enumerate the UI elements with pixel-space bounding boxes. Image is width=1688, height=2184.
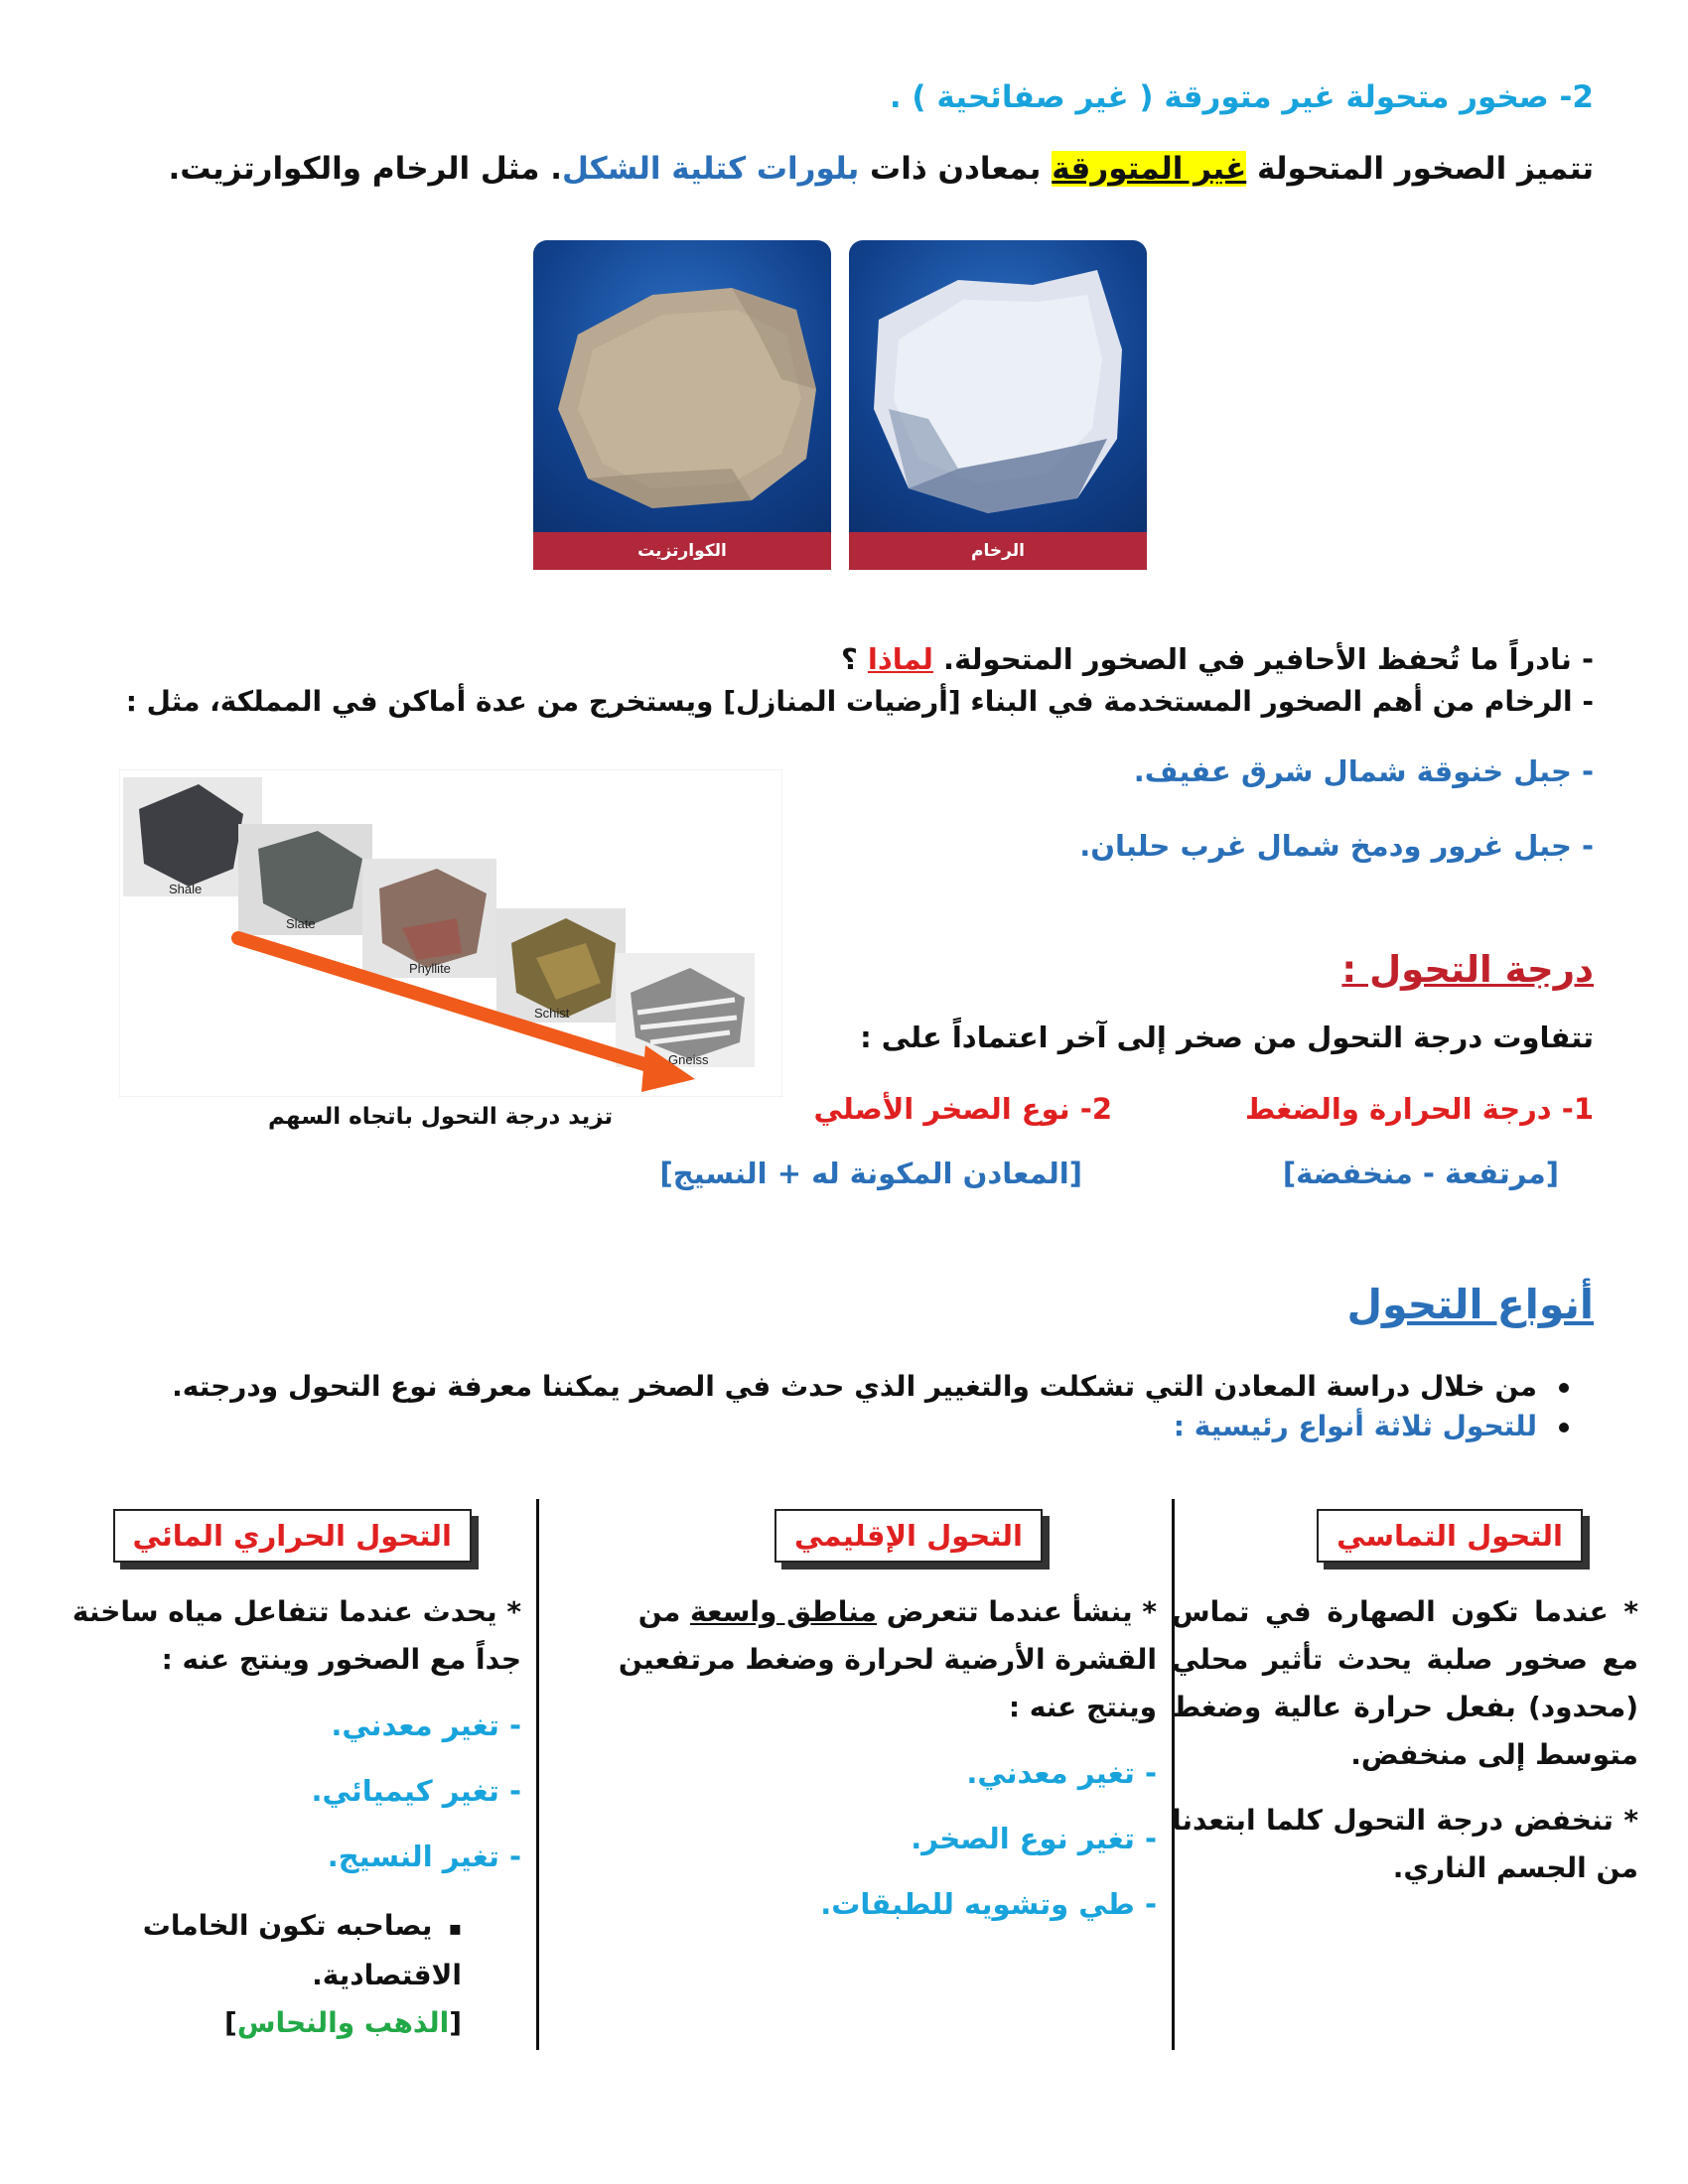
marble-caption: الرخام — [849, 532, 1147, 570]
strip-label-phyllite: Phyllite — [409, 961, 451, 976]
fossils-question — [841, 642, 1594, 676]
bullet-item — [172, 1370, 1569, 1403]
schist-sample — [496, 908, 626, 1023]
bullet-dot-icon — [1559, 1423, 1569, 1433]
regional-title-box: التحول الإقليمي — [774, 1509, 1043, 1563]
contact-column — [1172, 1588, 1638, 1892]
intro-paragraph — [168, 151, 1594, 187]
bullet-item — [1174, 1410, 1569, 1442]
types-title: أنواع التحول — [1346, 1281, 1594, 1328]
marble-rock-image — [849, 240, 1147, 532]
quartzite-caption: الكوارتزيت — [533, 532, 831, 570]
phyllite-sample — [362, 859, 496, 978]
strip-label-gneiss: Gneiss — [668, 1052, 709, 1067]
bullet-dot-icon — [1559, 1383, 1569, 1393]
location-item: - جبل خنوقة شمال شرق عفيف. — [1133, 754, 1594, 788]
hydro-effect: - تغير النسيج. — [327, 1840, 521, 1873]
bracket-open: [ — [449, 2006, 462, 2039]
factor2-detail: [المعادن المكونة له + النسيج] — [659, 1157, 1082, 1190]
hydro-example-text: الذهب والنحاس — [236, 2006, 450, 2039]
regional-effect: - طي وتشويه للطبقات. — [820, 1887, 1157, 1921]
degree-title: درجة التحول : — [1341, 948, 1594, 991]
contact-paragraph: * تنخفض درجة التحول كلما ابتعدنا من الجسم الناري. — [1172, 1804, 1638, 1884]
fossils-text: - نادراً ما تُحفظ الأحافير في الصخور المتحولة. — [932, 642, 1594, 676]
square-bullet-icon: ▪ — [448, 1916, 462, 1940]
hydro-note-text: يصاحبه تكون الخامات الاقتصادية. — [142, 1909, 462, 1991]
marble-use-text: - الرخام من أهم الصخور المستخدمة في البناء [أرضيات المنازل] ويستخرج من عدة أماكن في المملكة، مثل : — [125, 685, 1594, 718]
bullet-text: للتحول ثلاثة أنواع رئيسية : — [1173, 1410, 1537, 1442]
factor-parent-rock: 2- نوع الصخر الأصلي — [813, 1092, 1112, 1126]
bullet-text: من خلال دراسة المعادن التي تشكلت والتغيير الذي حدث في الصخر يمكننا معرفة نوع التحول ودرجته. — [172, 1370, 1537, 1403]
strip-label-shale: Shale — [169, 882, 203, 896]
strip-label-schist: Schist — [534, 1006, 570, 1021]
hydro-effect: - تغير معدني. — [331, 1708, 521, 1742]
intro-text-b: بمعادن ذات — [859, 151, 1053, 187]
intro-blue-text: بلورات كتلية الشكل — [562, 151, 860, 187]
contact-paragraph: * عندما تكون الصهارة في تماس مع صخور صلبة يحدث تأثير محلي (محدود) بفعل حرارة عالية وضغط متوسط إلى منخفض. — [1172, 1595, 1638, 1771]
quartzite-photo — [533, 240, 831, 570]
regional-column — [541, 1588, 1157, 1928]
hydrothermal-column — [35, 1588, 521, 2047]
hydro-paragraph: * يحدث عندما تتفاعل مياه ساخنة جداً مع الصخور وينتج عنه : — [71, 1595, 521, 1676]
metamorphic-grade-figure — [119, 769, 782, 1097]
location-item: - جبل غرور ودمخ شمال غرب حلبان. — [1079, 829, 1594, 863]
hydro-example — [35, 1999, 462, 2047]
intro-text-a: تتميز الصخور المتحولة — [1246, 151, 1594, 187]
figure-caption: تزيد درجة التحول باتجاه السهم — [268, 1104, 614, 1130]
quartzite-rock-image — [533, 240, 831, 532]
regional-effect: - تغير معدني. — [966, 1756, 1157, 1790]
factor-temperature-pressure: 1- درجة الحرارة والضغط — [1245, 1092, 1594, 1126]
regional-paragraph — [541, 1588, 1157, 1731]
hydro-effect: - تغير كيميائي. — [311, 1774, 521, 1808]
contact-title-box: التحول التماسي — [1317, 1509, 1583, 1563]
fossils-end: ؟ — [840, 642, 868, 676]
hydrothermal-title-box: التحول الحراري المائي — [113, 1509, 472, 1563]
slate-sample — [238, 824, 372, 935]
section-title: 2- صخور متحولة غير متورقة ( غير صفائحية ) . — [889, 79, 1594, 115]
hydro-note — [35, 1902, 462, 1999]
regional-underlined: مناطق واسعة — [690, 1595, 877, 1628]
marble-photo — [849, 240, 1147, 570]
regional-effect: - تغير نوع الصخر. — [911, 1822, 1157, 1855]
intro-highlight: غير المتورقة — [1052, 151, 1247, 187]
strip-label-slate: Slate — [286, 916, 316, 931]
degree-intro: تتفاوت درجة التحول من صخر إلى آخر اعتماداً على : — [860, 1021, 1594, 1054]
bracket-close: ] — [224, 2006, 237, 2039]
regional-text-a: * ينشأ عندما تتعرض — [877, 1595, 1157, 1628]
gneiss-sample — [616, 953, 755, 1067]
factor1-detail: [مرتفعة - منخفضة] — [1282, 1157, 1559, 1190]
column-divider — [536, 1499, 539, 2050]
why-word: لماذا — [867, 642, 933, 676]
regional-text-b: من القشرة الأرضية لحرارة وضغط مرتفعين وينتج عنه : — [618, 1595, 1157, 1723]
intro-text-c: . مثل الرخام والكوارتزيت. — [168, 151, 562, 187]
